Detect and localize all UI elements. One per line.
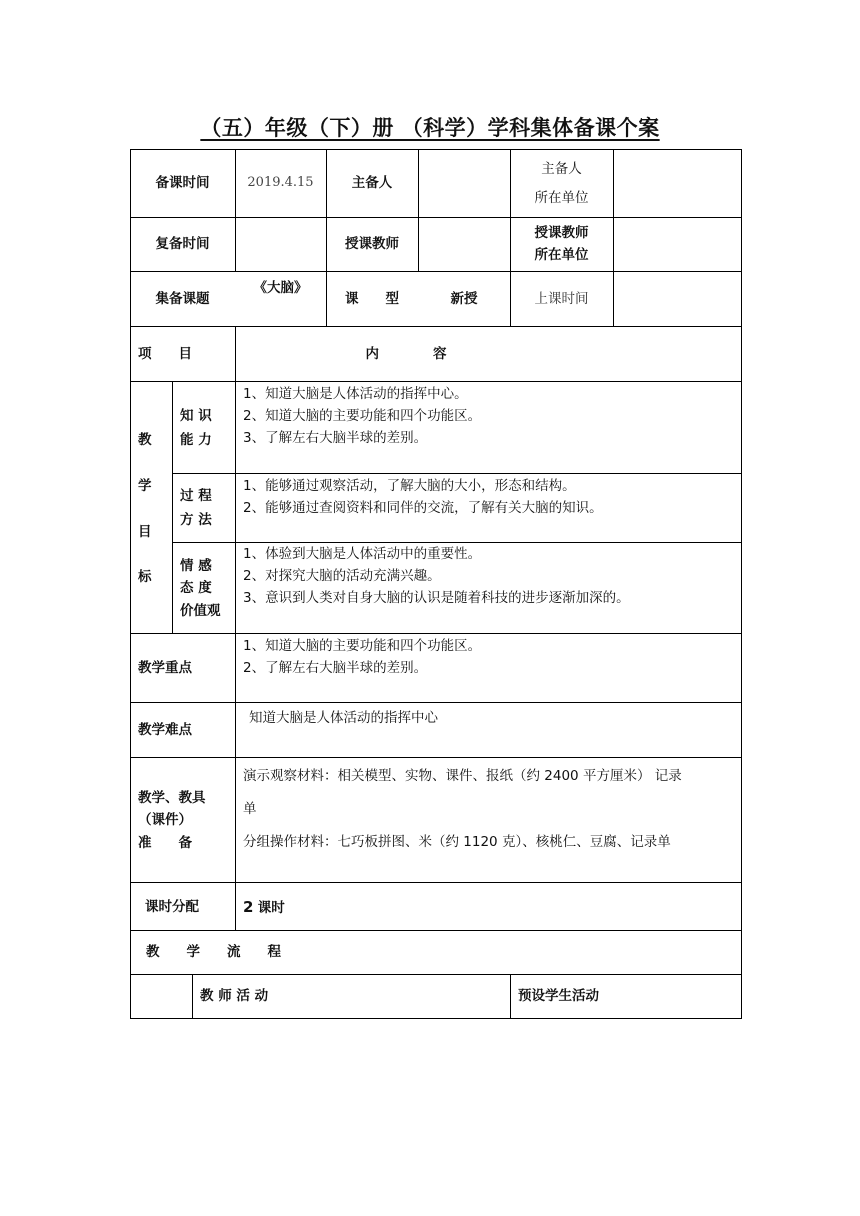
knowledge-label-2: 能 力: [180, 432, 212, 448]
periods-unit: 课时: [257, 900, 285, 916]
list-item: 1、知道大脑的主要功能和四个功能区。: [243, 638, 482, 654]
emotion-list: [243, 543, 630, 609]
main-preparer-label: 主备人: [351, 175, 393, 191]
teacher-label: 授课教师: [345, 236, 399, 252]
periods-number: 2: [243, 898, 254, 916]
emotion-label-1: 情 感: [180, 558, 212, 574]
objectives-label-char-3: 目: [138, 524, 152, 540]
teacher-activity-header: 教 师 活 动: [200, 988, 269, 1004]
list-item: 3、意识到人类对自身大脑的认识是随着科技的进步逐渐加深的。: [243, 590, 630, 606]
class-time-label: 上课时间: [534, 291, 589, 307]
difficulties-text: 知道大脑是人体活动的指挥中心: [249, 710, 438, 726]
content-header: 内 容: [365, 346, 447, 362]
materials-line-2: 单: [243, 801, 257, 817]
list-item: 1、能够通过观察活动，了解大脑的大小，形态和结构。: [243, 478, 576, 494]
list-item: 2、知道大脑的主要功能和四个功能区。: [243, 408, 482, 424]
page-title: （五）年级（下）册 （科学）学科集体备课个案: [200, 116, 660, 140]
list-item: 1、知道大脑是人体活动的指挥中心。: [243, 386, 468, 402]
list-item: 2、了解左右大脑半球的差别。: [243, 660, 428, 676]
knowledge-list: [243, 383, 481, 449]
periods-value: [243, 897, 285, 918]
teacher-unit-label-2: 所在单位: [534, 247, 589, 263]
materials-line-3: 分组操作材料：七巧板拼图、米（约 1120 克）、核桃仁、豆腐、记录单: [243, 834, 671, 850]
objectives-label-char-2: 学: [138, 478, 152, 494]
list-item: 2、能够通过查阅资料和同伴的交流，了解有关大脑的知识。: [243, 500, 603, 516]
main-preparer-unit-label-2: 所在单位: [534, 190, 589, 206]
emotion-label-2: 态 度: [180, 580, 212, 596]
topic-value: 《大脑》: [253, 280, 308, 296]
lesson-type-value: 新授: [450, 291, 478, 307]
flow-label: 教 学 流 程: [146, 944, 281, 960]
process-label-1: 过 程: [180, 488, 212, 504]
emotion-label-3: 价值观: [180, 603, 221, 619]
materials-label-3: 准 备: [138, 835, 192, 851]
lesson-type-label: 课 型: [345, 291, 399, 307]
student-activity-header: 预设学生活动: [518, 988, 599, 1004]
list-item: 3、了解左右大脑半球的差别。: [243, 430, 428, 446]
key-points-label: 教学重点: [138, 660, 192, 676]
periods-label: 课时分配: [145, 899, 199, 915]
topic-label: 集备课题: [155, 291, 210, 307]
process-label-2: 方 法: [180, 512, 212, 528]
main-preparer-unit-label-1: 主备人: [541, 161, 582, 177]
materials-label-1: 教学、教具: [138, 790, 206, 806]
difficulties-label: 教学难点: [138, 722, 192, 738]
item-header: 项 目: [138, 346, 192, 362]
materials-line-1: 演示观察材料：相关模型、实物、课件、报纸（约 2400 平方厘米） 记录: [243, 768, 682, 784]
prep-time-value: 2019.4.15: [247, 175, 314, 190]
objectives-label-char-1: 教: [138, 432, 152, 448]
list-item: 1、体验到大脑是人体活动中的重要性。: [243, 546, 482, 562]
objectives-label-char-4: 标: [138, 569, 152, 585]
knowledge-label-1: 知 识: [180, 408, 212, 424]
process-list: [243, 475, 603, 519]
teacher-unit-label-1: 授课教师: [534, 225, 589, 241]
prep-time-label: 备课时间: [155, 175, 210, 191]
review-time-label: 复备时间: [155, 236, 210, 252]
materials-label-2: （课件）: [138, 812, 192, 828]
key-points-list: [243, 635, 481, 679]
list-item: 2、对探究大脑的活动充满兴趣。: [243, 568, 441, 584]
